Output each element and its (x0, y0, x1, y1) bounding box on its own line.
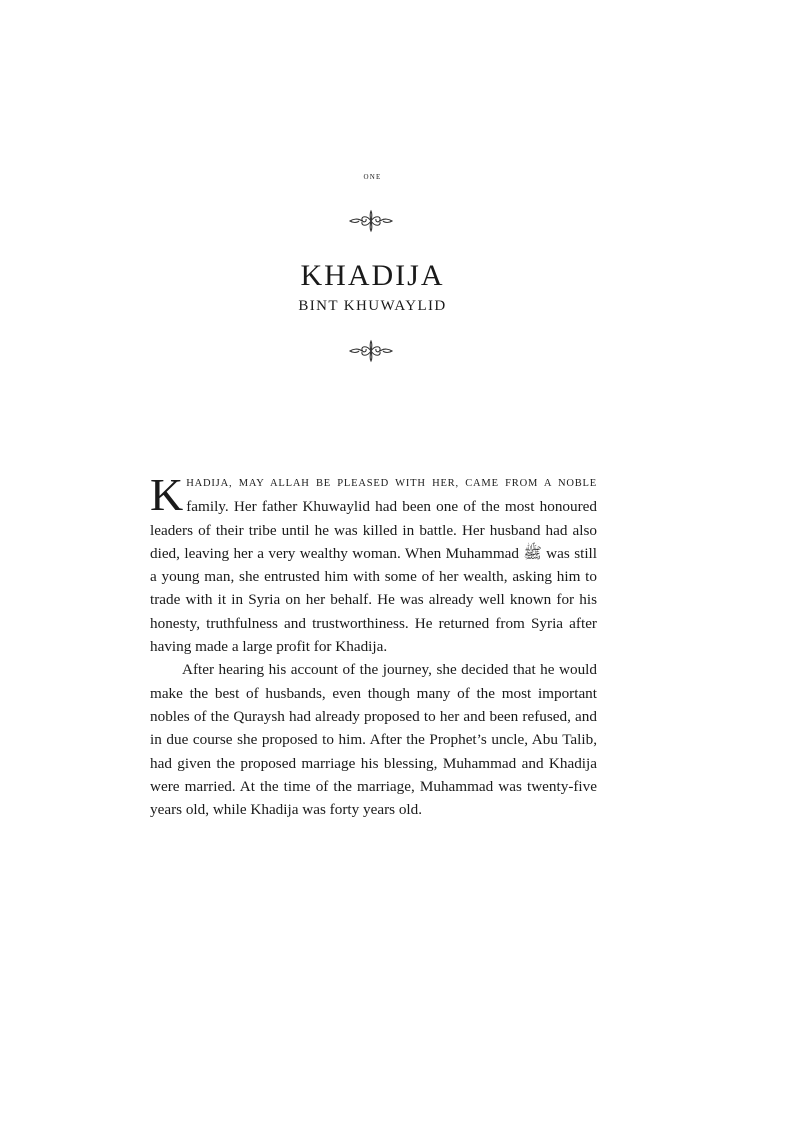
chapter-title: KHADIJA (300, 259, 445, 292)
chapter-subtitle: BINT KHUWAYLID (298, 298, 447, 314)
body-text (150, 470, 597, 821)
fleuron-ornament-icon (346, 338, 396, 364)
paragraph: After hearing his account of the journey, she decided that he would make the best of husbands, even though many of the most important nobles of the Quraysh had already proposed to her and been refused, and in due course she proposed to him. After the Prophet’s uncle, Abu Talib, had given the proposed marriage his blessing, Muhammad and Khadija were married. At the time of the marriage, Muhammad was twenty-five years old, while Khadija was forty years old. (150, 661, 597, 819)
chapter-number (0, 171, 745, 182)
paragraph-text: family. Her father Khuwaylid had been one of the most honoured leaders of their tribe until he was killed in battle. Her husband had also died, leaving her a very wealthy woman. When Muhammad ﷺ was still a young man, she entrusted him with some of her wealth, asking him to trade with it in Syria on her behalf. He was already well known for his honesty, truthfulness and trustworthiness. He returned from Syria after having made a large profit for Khadija. (150, 498, 597, 656)
chapter-number-text: one (363, 171, 382, 182)
lead-in-small-caps: HADIJA, MAY ALLAH BE PLEASED WITH HER, CAME FROM A NOBLE (186, 478, 597, 489)
paragraph (150, 470, 597, 658)
drop-cap: K (150, 469, 184, 520)
fleuron-ornament-icon (346, 208, 396, 234)
